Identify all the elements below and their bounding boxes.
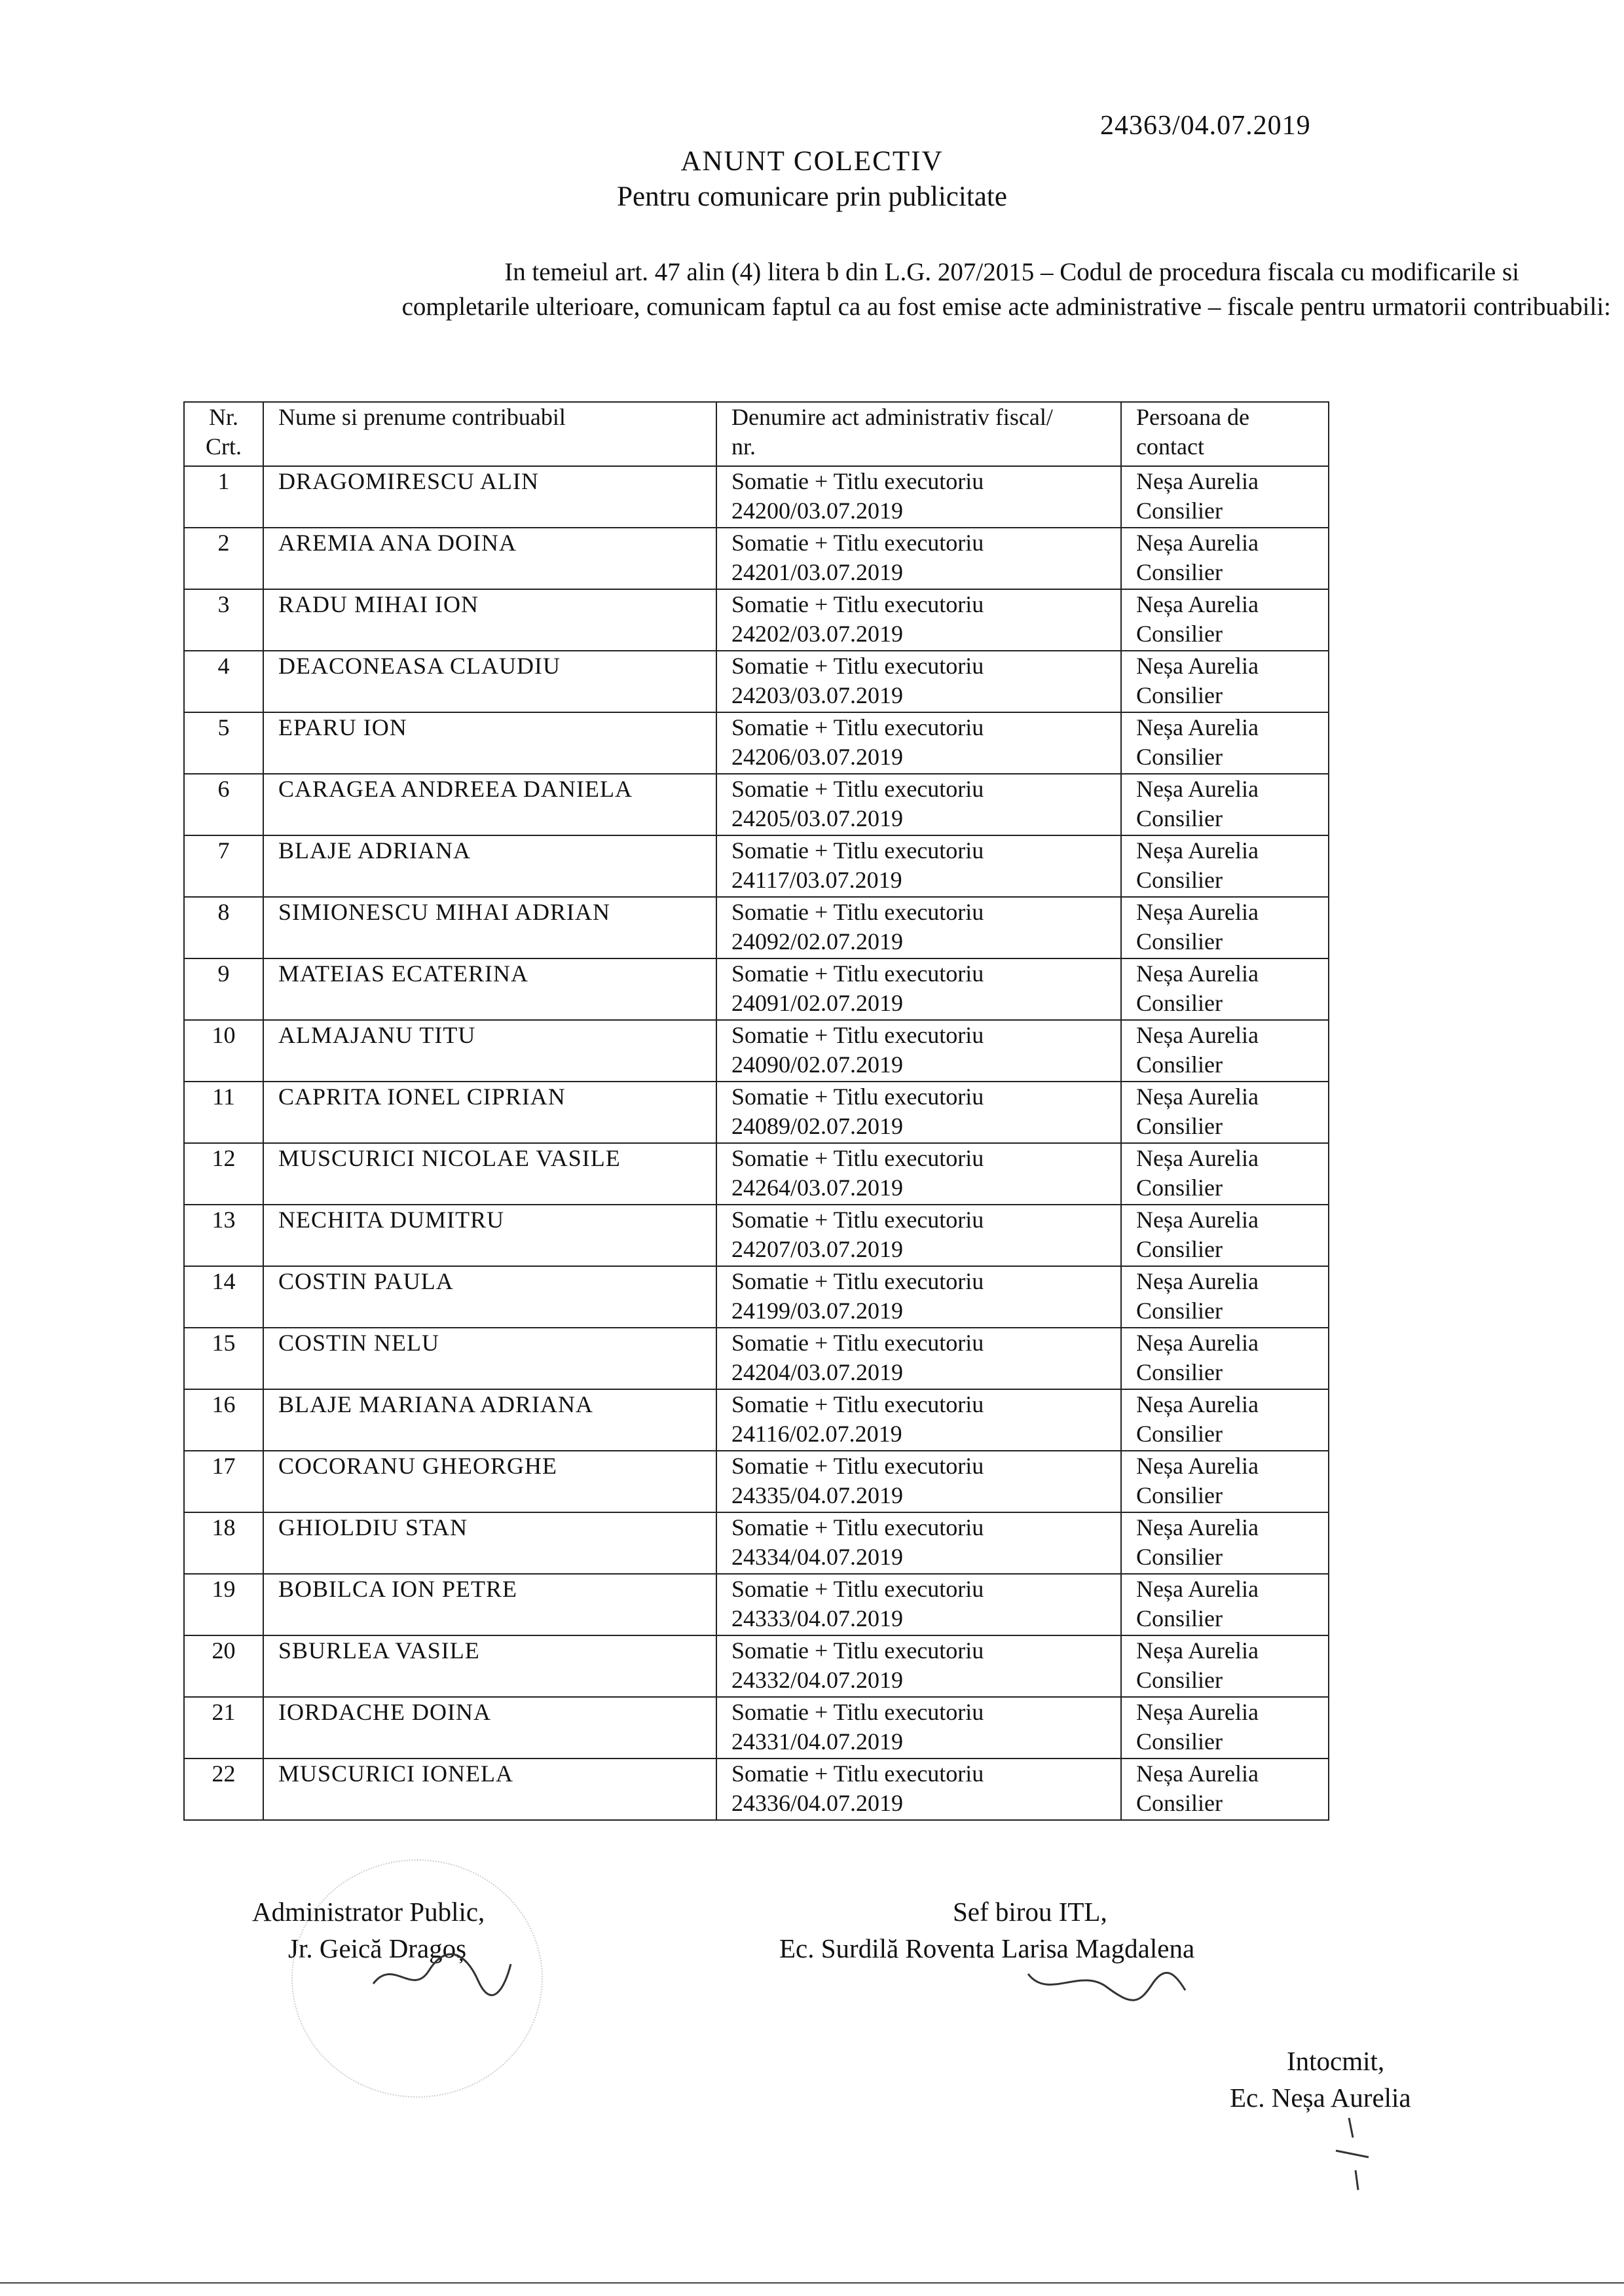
act-number: 24334/04.07.2019 [731,1544,904,1570]
header-name [263,402,716,466]
act-type: Somatie + Titlu executoriu [731,468,984,494]
row-number: 6 [217,776,230,802]
table-row [184,897,1329,958]
taxpayer-name-cell [263,1451,716,1512]
taxpayer-name-cell [263,1574,716,1635]
act-cell [716,651,1121,712]
act-type: Somatie + Titlu executoriu [731,1268,984,1294]
contact-cell [1121,1205,1329,1266]
contact-cell [1121,1697,1329,1758]
act-number: 24332/04.07.2019 [731,1667,904,1693]
act-cell [716,1143,1121,1205]
row-number: 13 [212,1207,236,1233]
row-number-cell [184,1328,263,1389]
row-number: 18 [212,1514,236,1540]
contact-name: Neșa Aurelia [1136,714,1259,740]
row-number: 2 [217,530,230,556]
prepared-handwritten-signature [1310,2111,1388,2196]
act-cell [716,1389,1121,1451]
act-cell [716,958,1121,1020]
taxpayer-name-cell [263,1020,716,1082]
row-number: 7 [217,837,230,864]
contact-name: Neșa Aurelia [1136,1268,1259,1294]
table-row [184,1697,1329,1758]
admin-signature-title: Administrator Public, [252,1897,485,1927]
taxpayer-name-cell [263,1389,716,1451]
act-cell [716,528,1121,589]
contact-role: Consilier [1136,1298,1223,1324]
intro-line-1: In temeiul art. 47 alin (4) litera b din L.G. 207/2015 – Codul de procedura fiscala cu modificarile si [504,258,1519,286]
table-row [184,1512,1329,1574]
row-number-cell [184,897,263,958]
act-type: Somatie + Titlu executoriu [731,1330,984,1356]
act-type: Somatie + Titlu executoriu [731,1514,984,1540]
taxpayer-name: AREMIA ANA DOINA [278,530,517,556]
row-number: 9 [217,960,230,987]
row-number-cell [184,835,263,897]
table-row [184,528,1329,589]
act-cell [716,1328,1121,1389]
act-cell [716,1512,1121,1574]
contact-name: Neșa Aurelia [1136,591,1259,617]
contact-cell [1121,1512,1329,1574]
table-row [184,1082,1329,1143]
row-number: 22 [212,1760,236,1787]
table-row [184,1451,1329,1512]
taxpayer-name: SIMIONESCU MIHAI ADRIAN [278,899,611,925]
act-type: Somatie + Titlu executoriu [731,591,984,617]
contact-role: Consilier [1136,1236,1223,1262]
taxpayer-name-cell [263,1328,716,1389]
contact-cell [1121,1451,1329,1512]
row-number-cell [184,1512,263,1574]
contact-name: Neșa Aurelia [1136,837,1259,864]
taxpayer-name-cell [263,651,716,712]
act-type: Somatie + Titlu executoriu [731,1699,984,1725]
taxpayer-name-cell [263,1143,716,1205]
act-cell [716,1574,1121,1635]
contact-name: Neșa Aurelia [1136,1637,1259,1664]
contact-cell [1121,1266,1329,1328]
act-type: Somatie + Titlu executoriu [731,1207,984,1233]
taxpayer-name: MUSCURICI IONELA [278,1760,514,1787]
table-body [184,466,1329,1820]
contact-name: Neșa Aurelia [1136,530,1259,556]
act-number: 24201/03.07.2019 [731,559,904,585]
contact-cell [1121,589,1329,651]
row-number: 12 [212,1145,236,1171]
taxpayer-name: COSTIN PAULA [278,1268,454,1294]
row-number: 19 [212,1576,236,1602]
table-row [184,774,1329,835]
row-number-cell [184,1697,263,1758]
table-row [184,1389,1329,1451]
bottom-rule [0,2282,1624,2284]
prepared-by-name: Ec. Neșa Aurelia [1230,2083,1411,2113]
act-number: 24335/04.07.2019 [731,1482,904,1508]
contact-role: Consilier [1136,1790,1223,1816]
act-type: Somatie + Titlu executoriu [731,1022,984,1048]
taxpayer-name-cell [263,712,716,774]
row-number-cell [184,1143,263,1205]
act-cell [716,1020,1121,1082]
act-type: Somatie + Titlu executoriu [731,899,984,925]
act-number: 24117/03.07.2019 [731,867,902,893]
taxpayer-name: BOBILCA ION PETRE [278,1576,518,1602]
row-number-cell [184,1451,263,1512]
contact-cell [1121,774,1329,835]
contact-role: Consilier [1136,990,1223,1016]
table-row [184,958,1329,1020]
taxpayer-name-cell [263,1266,716,1328]
contact-role: Consilier [1136,498,1223,524]
taxpayer-name: MATEIAS ECATERINA [278,960,528,987]
contact-role: Consilier [1136,1667,1223,1693]
taxpayer-name: COCORANU GHEORGHE [278,1453,558,1479]
contact-role: Consilier [1136,867,1223,893]
act-number: 24206/03.07.2019 [731,744,904,770]
contact-name: Neșa Aurelia [1136,1453,1259,1479]
contact-name: Neșa Aurelia [1136,960,1259,987]
taxpayer-name-cell [263,897,716,958]
act-cell [716,835,1121,897]
itl-handwritten-signature [1022,1954,1192,2013]
itl-signature-title: Sef birou ITL, [953,1897,1107,1927]
act-number: 24116/02.07.2019 [731,1421,902,1447]
act-number: 24200/03.07.2019 [731,498,904,524]
taxpayer-name-cell [263,1697,716,1758]
row-number: 1 [217,468,230,494]
table-row [184,1328,1329,1389]
header-nr-line1: Nr. [209,404,238,430]
row-number-cell [184,651,263,712]
act-number: 24336/04.07.2019 [731,1790,904,1816]
contact-role: Consilier [1136,1544,1223,1570]
row-number-cell [184,1205,263,1266]
taxpayer-name: DEACONEASA CLAUDIU [278,653,561,679]
header-act-line2: nr. [731,433,756,460]
act-cell [716,1082,1121,1143]
taxpayer-name: SBURLEA VASILE [278,1637,480,1664]
row-number-cell [184,1082,263,1143]
taxpayer-name: BLAJE MARIANA ADRIANA [278,1391,594,1417]
act-number: 24092/02.07.2019 [731,928,904,955]
contact-cell [1121,528,1329,589]
act-type: Somatie + Titlu executoriu [731,714,984,740]
taxpayer-name-cell [263,589,716,651]
act-number: 24090/02.07.2019 [731,1051,904,1078]
table-row [184,1205,1329,1266]
row-number-cell [184,774,263,835]
taxpayer-name: IORDACHE DOINA [278,1699,491,1725]
row-number-cell [184,1389,263,1451]
header-name-label: Nume si prenume contribuabil [278,404,566,430]
row-number: 21 [212,1699,236,1725]
taxpayer-name-cell [263,835,716,897]
act-type: Somatie + Titlu executoriu [731,776,984,802]
act-number: 24091/02.07.2019 [731,990,904,1016]
taxpayer-name-cell [263,1758,716,1820]
contact-cell [1121,651,1329,712]
taxpayer-name: CAPRITA IONEL CIPRIAN [278,1084,566,1110]
taxpayer-name: BLAJE ADRIANA [278,837,471,864]
row-number-cell [184,1266,263,1328]
act-type: Somatie + Titlu executoriu [731,837,984,864]
row-number-cell [184,1574,263,1635]
act-number: 24202/03.07.2019 [731,621,904,647]
act-number: 24204/03.07.2019 [731,1359,904,1385]
contact-name: Neșa Aurelia [1136,468,1259,494]
row-number-cell [184,1635,263,1697]
contact-role: Consilier [1136,682,1223,708]
row-number-cell [184,1758,263,1820]
contact-cell [1121,1635,1329,1697]
contact-name: Neșa Aurelia [1136,1022,1259,1048]
act-cell [716,1451,1121,1512]
taxpayer-name-cell [263,528,716,589]
contact-cell [1121,958,1329,1020]
act-type: Somatie + Titlu executoriu [731,530,984,556]
contact-role: Consilier [1136,1113,1223,1139]
table-header-row [184,402,1329,466]
contact-role: Consilier [1136,805,1223,831]
act-number: 24205/03.07.2019 [731,805,904,831]
table-row [184,466,1329,528]
act-cell [716,1697,1121,1758]
taxpayer-name: NECHITA DUMITRU [278,1207,505,1233]
taxpayer-name-cell [263,1512,716,1574]
contact-role: Consilier [1136,1728,1223,1755]
act-cell [716,1266,1121,1328]
contact-cell [1121,1143,1329,1205]
row-number: 17 [212,1453,236,1479]
contributors-table [183,401,1329,1821]
page-title: ANUNT COLECTIV [680,146,944,177]
table-row [184,1143,1329,1205]
contact-cell [1121,466,1329,528]
act-cell [716,466,1121,528]
contact-name: Neșa Aurelia [1136,1330,1259,1356]
act-number: 24264/03.07.2019 [731,1175,904,1201]
contact-cell [1121,897,1329,958]
act-type: Somatie + Titlu executoriu [731,1391,984,1417]
act-cell [716,774,1121,835]
contact-cell [1121,1574,1329,1635]
header-contact [1121,402,1329,466]
header-nr-line2: Crt. [205,433,242,460]
row-number: 20 [212,1637,236,1664]
contact-name: Neșa Aurelia [1136,1391,1259,1417]
act-cell [716,1758,1121,1820]
taxpayer-name: CARAGEA ANDREEA DANIELA [278,776,633,802]
header-nr [184,402,263,466]
contact-role: Consilier [1136,1605,1223,1631]
taxpayer-name: DRAGOMIRESCU ALIN [278,468,540,494]
table-row [184,1574,1329,1635]
header-contact-line1: Persoana de [1136,404,1249,430]
contact-role: Consilier [1136,1482,1223,1508]
taxpayer-name: GHIOLDIU STAN [278,1514,468,1540]
contact-name: Neșa Aurelia [1136,1760,1259,1787]
act-type: Somatie + Titlu executoriu [731,653,984,679]
act-type: Somatie + Titlu executoriu [731,1576,984,1602]
table-row [184,1758,1329,1820]
row-number-cell [184,466,263,528]
act-type: Somatie + Titlu executoriu [731,1145,984,1171]
taxpayer-name: RADU MIHAI ION [278,591,479,617]
act-cell [716,589,1121,651]
header-contact-line2: contact [1136,433,1204,460]
contact-cell [1121,1389,1329,1451]
contact-role: Consilier [1136,1421,1223,1447]
row-number: 15 [212,1330,236,1356]
contact-role: Consilier [1136,1051,1223,1078]
contact-name: Neșa Aurelia [1136,1207,1259,1233]
act-type: Somatie + Titlu executoriu [731,1453,984,1479]
row-number: 5 [217,714,230,740]
contact-name: Neșa Aurelia [1136,776,1259,802]
row-number: 11 [212,1084,235,1110]
contact-cell [1121,1082,1329,1143]
contact-name: Neșa Aurelia [1136,1145,1259,1171]
act-type: Somatie + Titlu executoriu [731,960,984,987]
taxpayer-name-cell [263,774,716,835]
document-number: 24363/04.07.2019 [1100,111,1311,141]
contact-cell [1121,1758,1329,1820]
act-type: Somatie + Titlu executoriu [731,1637,984,1664]
row-number: 3 [217,591,230,617]
intro-line-2: completarile ulterioare, comunicam faptul ca au fost emise acte administrative – fiscale pentru urmatorii contribuabili: [401,293,1611,321]
table-row [184,712,1329,774]
act-type: Somatie + Titlu executoriu [731,1760,984,1787]
header-act [716,402,1121,466]
table-row [184,1635,1329,1697]
contact-cell [1121,835,1329,897]
table-row [184,1266,1329,1328]
contact-cell [1121,712,1329,774]
row-number: 10 [212,1022,236,1048]
taxpayer-name-cell [263,958,716,1020]
contact-role: Consilier [1136,559,1223,585]
contact-role: Consilier [1136,744,1223,770]
contact-name: Neșa Aurelia [1136,1514,1259,1540]
contact-name: Neșa Aurelia [1136,899,1259,925]
row-number: 14 [212,1268,236,1294]
act-cell [716,1205,1121,1266]
contact-name: Neșa Aurelia [1136,653,1259,679]
row-number-cell [184,1020,263,1082]
table-row [184,589,1329,651]
taxpayer-name: EPARU ION [278,714,407,740]
row-number-cell [184,589,263,651]
row-number: 8 [217,899,230,925]
act-number: 24203/03.07.2019 [731,682,904,708]
page-subtitle: Pentru comunicare prin publicitate [617,181,1007,212]
contact-role: Consilier [1136,621,1223,647]
taxpayer-name: ALMAJANU TITU [278,1022,476,1048]
table-row [184,1020,1329,1082]
row-number: 4 [217,653,230,679]
taxpayer-name-cell [263,466,716,528]
contact-cell [1121,1020,1329,1082]
act-number: 24331/04.07.2019 [731,1728,904,1755]
contact-cell [1121,1328,1329,1389]
table-row [184,835,1329,897]
act-number: 24333/04.07.2019 [731,1605,904,1631]
prepared-by-title: Intocmit, [1287,2046,1385,2076]
act-cell [716,897,1121,958]
taxpayer-name: MUSCURICI NICOLAE VASILE [278,1145,621,1171]
taxpayer-name-cell [263,1635,716,1697]
act-number: 24199/03.07.2019 [731,1298,904,1324]
header-act-line1: Denumire act administrativ fiscal/ [731,404,1053,430]
act-cell [716,712,1121,774]
act-cell [716,1635,1121,1697]
taxpayer-name: COSTIN NELU [278,1330,439,1356]
contact-name: Neșa Aurelia [1136,1699,1259,1725]
act-number: 24207/03.07.2019 [731,1236,904,1262]
contact-role: Consilier [1136,1175,1223,1201]
contact-role: Consilier [1136,928,1223,955]
contact-name: Neșa Aurelia [1136,1576,1259,1602]
row-number-cell [184,712,263,774]
row-number-cell [184,528,263,589]
admin-signature-name: Jr. Geică Dragoș [288,1933,467,1963]
row-number: 16 [212,1391,236,1417]
itl-signature-name: Ec. Surdilă Roventa Larisa Magdalena [779,1933,1195,1963]
act-number: 24089/02.07.2019 [731,1113,904,1139]
admin-handwritten-signature [367,1944,517,2003]
taxpayer-name-cell [263,1205,716,1266]
contact-role: Consilier [1136,1359,1223,1385]
taxpayer-name-cell [263,1082,716,1143]
row-number-cell [184,958,263,1020]
table-row [184,651,1329,712]
act-type: Somatie + Titlu executoriu [731,1084,984,1110]
contact-name: Neșa Aurelia [1136,1084,1259,1110]
